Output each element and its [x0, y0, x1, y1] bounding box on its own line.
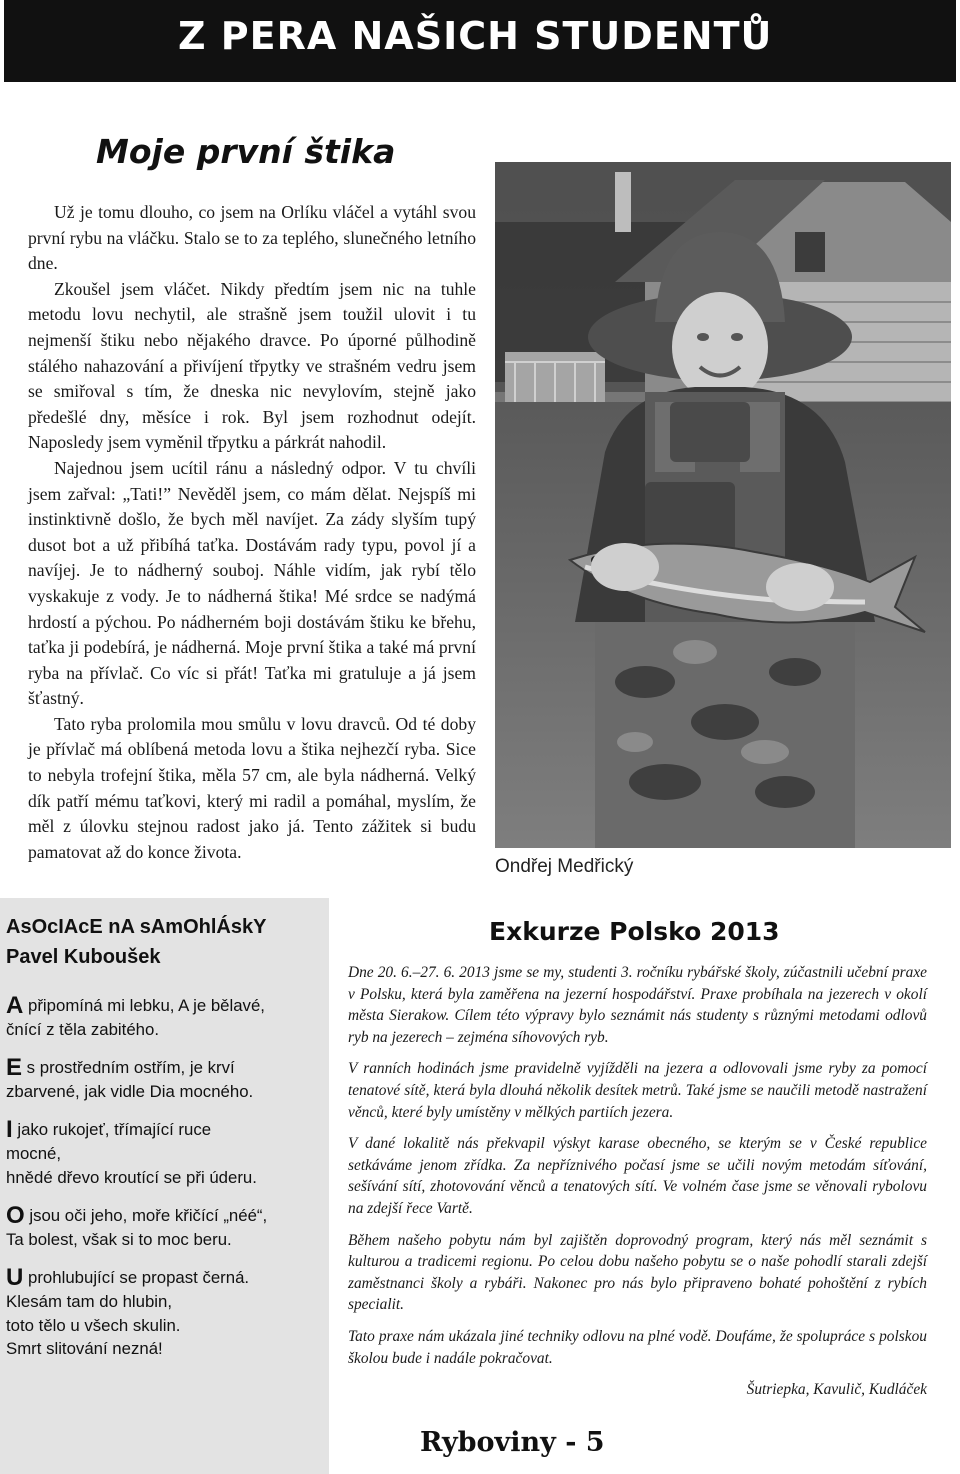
trip-paragraph: Během našeho pobytu nám byl zajištěn doprovodný program, který nás měl seznámit s kulturou a tradicemi regionu. Po celou dobu našeho pobytu se o naše pohodlí starali zdejší zaměstnanci školy a rybáři. Nakonec pro nás bylo připraveno bohaté pohoštění z rybích specialit.	[348, 1231, 927, 1314]
poem-author: Pavel Kuboušek	[6, 946, 161, 968]
trip-paragraph: Tato praxe nám ukázala jiné techniky odlovu na plné vodě. Doufáme, že spolupráce s polskou školou bude i nadále pokračovat.	[348, 1327, 927, 1367]
poem-initial: O	[6, 1202, 25, 1230]
trip-authors: Šutriepka, Kavulič, Kudláček	[746, 1381, 927, 1399]
trip-paragraph: V dané lokalitě nás překvapil výskyt karase obecného, se kterým se v České republice setkáváme jenom zřídka. Za nepříznivého počasí jsme se učili novým metodám síťování, sešívání sítí, zhotovování věnců a tenatových sítí. Ve volném čase jsme se věnovali rybolovu na zdejší řece Vartě.	[348, 1135, 927, 1217]
photo-caption: Ondřej Medřický	[495, 856, 634, 877]
poem-line-text: s prostředním ostřím, je krví	[22, 1058, 235, 1078]
poem-line	[6, 1118, 324, 1142]
poem-stanza	[6, 994, 324, 1041]
story-paragraph: Zkoušel jsem vláčet. Nikdy předtím jsem nic na tuhle metodu lovu nechytil, ale strašně jsem toužil ulovit i tu nejmenší štiku nebo nějakého dravce. Po úporné půlhodině stálého nahazování a přivíjení třpytky ve strašném vedru jsem se smiřoval s tím, že dneska nic nevylovím, stejně jako předešlé dny, měsíce i rok. Byl jsem rozhodnut odejít. Naposledy jsem vyměnil třpytku a párkrát nahodil.	[28, 278, 476, 453]
poem-body	[6, 994, 324, 1376]
poem-stanza	[6, 1056, 324, 1103]
poem-line: toto tělo u všech skulin.	[6, 1315, 181, 1335]
poem-stanza	[6, 1118, 324, 1189]
poem-initial: A	[6, 992, 24, 1019]
poem-line	[6, 1204, 324, 1228]
poem-line-text: připomíná mi lebku, A je bělavé,	[23, 996, 265, 1015]
poem-line	[6, 994, 324, 1018]
poem-line-text: jako rukojeť, třímající ruce	[12, 1120, 212, 1140]
story-paragraph: Už je tomu dlouho, co jsem na Orlíku vláčel a vytáhl svou první rybu na vláčku. Stalo se to za teplého, slunečného letního dne.	[28, 202, 476, 274]
poem-initial: U	[6, 1264, 24, 1292]
page-footer: Ryboviny - 5	[420, 1427, 605, 1458]
poem-initial: I	[6, 1116, 13, 1144]
poem-line: Ta bolest, však si to moc beru.	[6, 1229, 232, 1249]
poem-line: Smrt slitování nezná!	[6, 1339, 163, 1359]
banner-title: Z PERA NAŠICH STUDENTŮ	[178, 14, 773, 58]
trip-paragraph: V ranních hodinách jsme pravidelně vyjížděli na jezera a odlovovali jsme ryby za pomocí tenatové sítě, která byla dlouhá několik desítek metrů. Také jsme se naučili metodě nastražení věnců, které byly umístěny v mělkých partiích jezera.	[348, 1060, 927, 1121]
poem-line: mocné,	[6, 1143, 62, 1163]
story-paragraph: Najednou jsem ucítil ránu a následný odpor. V tu chvíli jsem zařval: „Tati!” Nevěděl jsem, co mám dělat. Nejspíš mi instinktivně došlo, že bych měl navíjet. Za zády slyším tupý dusot bot a už přibíhá taťka. Dostávám rady typu, povol jí a navíjej. Je to nádherný souboj. Náhle vidím, jak rybí tělo vyskakuje z vody. Je to nádherná štika! Mé srdce se nadýmá hrdostí a pýchou. Po nádherném boji dostávám štiku ke břehu, taťka ji podebírá, je nádherná. Moje první štika a také má první ryba na přívlač. Co víc si přát! Taťka mi gratuluje a já jsem šťastný.	[28, 457, 476, 709]
header-banner	[4, 0, 956, 82]
pike-photo	[495, 162, 951, 848]
trip-title: Exkurze Polsko 2013	[489, 917, 780, 946]
poem-line-text: jsou oči jeho, moře křičící „néé“,	[24, 1206, 268, 1226]
poem-initial: E	[6, 1054, 23, 1082]
poem-line-text: prohlubující se propast černá.	[23, 1268, 250, 1288]
trip-paragraph: Dne 20. 6.–27. 6. 2013 jsme se my, studenti 3. ročníku rybářské školy, zúčastnili učební praxe v Polsku, která byla zaměřena na jezerní hospodářství. Praxe probíhala na jezerech v okolí města Sierakow. Cílem této výpravy bylo seznámit nás studenty s různými metodami odlovů ryb na jezerech – zejména síhovových ryb.	[348, 964, 927, 1046]
poem-title-line: AsOcIAcE nA sAmOhlÁskY	[6, 916, 267, 938]
poem-stanza	[6, 1204, 324, 1251]
poem-line: Klesám tam do hlubin,	[6, 1291, 173, 1311]
poem-line: zbarvené, jak vidle Dia mocného.	[6, 1081, 254, 1101]
story-body	[28, 200, 476, 865]
poem-stanza	[6, 1266, 324, 1360]
story-title: Moje první štika	[96, 132, 396, 171]
trip-body	[348, 962, 927, 1401]
poem-title	[6, 912, 266, 972]
poem-line	[6, 1056, 324, 1080]
poem-line	[6, 1266, 324, 1290]
poem-line: hnědé dřevo kroutící se při úderu.	[6, 1167, 257, 1187]
story-paragraph: Tato ryba prolomila mou smůlu v lovu dravců. Od té doby je přívlač má oblíbená metoda lovu a štika nejhezčí ryba. Sice to nebyla trofejní štika, měla 57 cm, ale byla nádherná. Velký dík patří mému taťkovi, který mi radil a pomáhal, myslím, že měl z úlovku stejnou radost jako já. Tento zážitek si budu pamatovat až do konce života.	[28, 713, 476, 862]
poem-line: čnící z těla zabitého.	[6, 1019, 159, 1039]
